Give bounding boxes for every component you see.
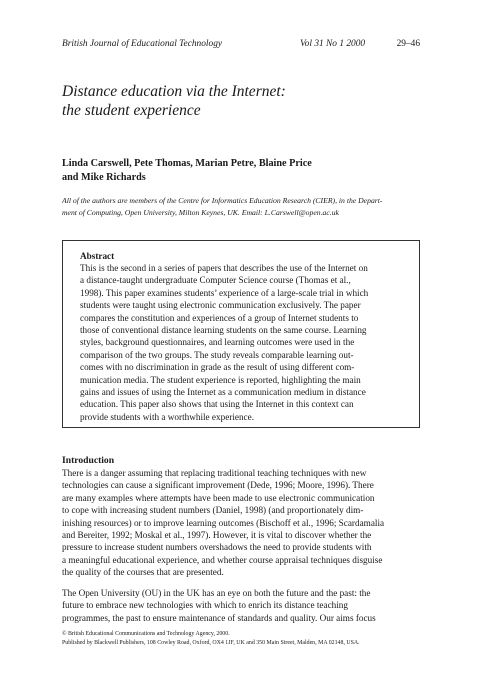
intro-paragraph-1 bbox=[62, 467, 422, 579]
abstract-line: provide students with a worthwhile experience. bbox=[80, 411, 255, 422]
author-list bbox=[62, 157, 420, 185]
footer-line: © British Educational Communications and Technology Agency, 2000. bbox=[62, 631, 230, 637]
abstract-line: styles, background questionnaires, and learning outcomes were used in the bbox=[80, 337, 355, 348]
title-line: Distance education via the Internet: bbox=[62, 83, 286, 100]
author-line: Linda Carswell, Pete Thomas, Marian Petre, Blaine Price bbox=[62, 158, 312, 169]
abstract-heading: Abstract bbox=[80, 251, 115, 261]
abstract-text bbox=[80, 262, 404, 423]
body-line: future to embrace new technologies with which to enrich its distance teaching bbox=[62, 600, 348, 611]
body-line: programmes, the past to ensure maintenance of standards and quality. Our aims focus bbox=[62, 612, 376, 623]
volume-info: Vol 31 No 1 2000 bbox=[300, 39, 366, 49]
intro-paragraph-2 bbox=[62, 587, 422, 624]
body-line: There is a danger assuming that replacing traditional teaching techniques with new bbox=[62, 468, 367, 478]
abstract-content bbox=[80, 250, 404, 423]
abstract-line: students were taught using electronic communication exclusively. The paper bbox=[80, 300, 361, 311]
body-line: a meaningful educational experience, and whether course appraisal techniques disguise bbox=[62, 554, 383, 565]
page-range: 29–46 bbox=[396, 39, 420, 49]
affiliation-line: All of the authors are members of the Centre for Informatics Education Research (CIER), in the Depart- bbox=[62, 196, 383, 205]
abstract-line: education. This paper also shows that using the Internet in this context can bbox=[80, 399, 354, 410]
abstract-line: those of conventional distance learning students on the same course. Learning bbox=[80, 325, 367, 336]
body-line: pressure to increase student numbers overshadows the need to provide students with bbox=[62, 542, 372, 553]
abstract-line: compares the constitution and experiences of a group of Internet students to bbox=[80, 312, 359, 323]
footer-line: Published by Blackwell Publishers, 108 Cowley Road, Oxford, OX4 1JF, UK and 350 Main Street, Malden, MA 02148, USA. bbox=[62, 639, 360, 646]
journal-name: British Journal of Educational Technology bbox=[62, 39, 223, 49]
abstract-line: a distance-taught undergraduate Computer Science course (Thomas et al., bbox=[80, 275, 351, 286]
body-line: inishing resources) or to improve learning outcomes (Bischoff et al., 1996; Scardamalia bbox=[62, 517, 385, 528]
body-line: to cope with increasing student numbers (Daniel, 1998) (and proportionately dim- bbox=[62, 505, 364, 516]
title-line: the student experience bbox=[62, 102, 201, 119]
body-line: technologies can cause a significant improvement (Dede, 1996; Moore, 1996). There bbox=[62, 480, 374, 491]
section-heading-introduction: Introduction bbox=[62, 455, 115, 466]
author-line: and Mike Richards bbox=[62, 172, 146, 183]
copyright-footer bbox=[62, 630, 424, 647]
body-line: the quality of the courses that are presented. bbox=[62, 567, 224, 578]
abstract-line: This is the second in a series of papers that describes the use of the Internet on bbox=[80, 263, 368, 273]
abstract-line: gains and issues of using the Internet as a communication medium in distance bbox=[80, 387, 366, 398]
abstract-line: comes with no discrimination in grade as the result of using different com- bbox=[80, 362, 355, 373]
body-line: are many examples where attempts have been made to use electronic communication bbox=[62, 492, 375, 503]
affiliation bbox=[62, 195, 422, 218]
abstract-line: 1998). This paper examines students’ experience of a large-scale trial in which bbox=[80, 287, 369, 298]
abstract-line: munication media. The student experience is reported, highlighting the main bbox=[80, 374, 361, 385]
body-line: and Bereiter, 1992; Moskal et al., 1997). However, it is vital to discover whether the bbox=[62, 530, 372, 541]
abstract-box bbox=[62, 240, 420, 428]
body-line: The Open University (OU) in the UK has an eye on both the future and the past: the bbox=[62, 588, 371, 598]
affiliation-line: ment of Computing, Open University, Milton Keynes, UK. Email: L.Carswell@open.ac.uk bbox=[62, 207, 339, 217]
abstract-line: comparison of the two groups. The study reveals comparable learning out- bbox=[80, 349, 354, 360]
article-title bbox=[62, 82, 420, 120]
